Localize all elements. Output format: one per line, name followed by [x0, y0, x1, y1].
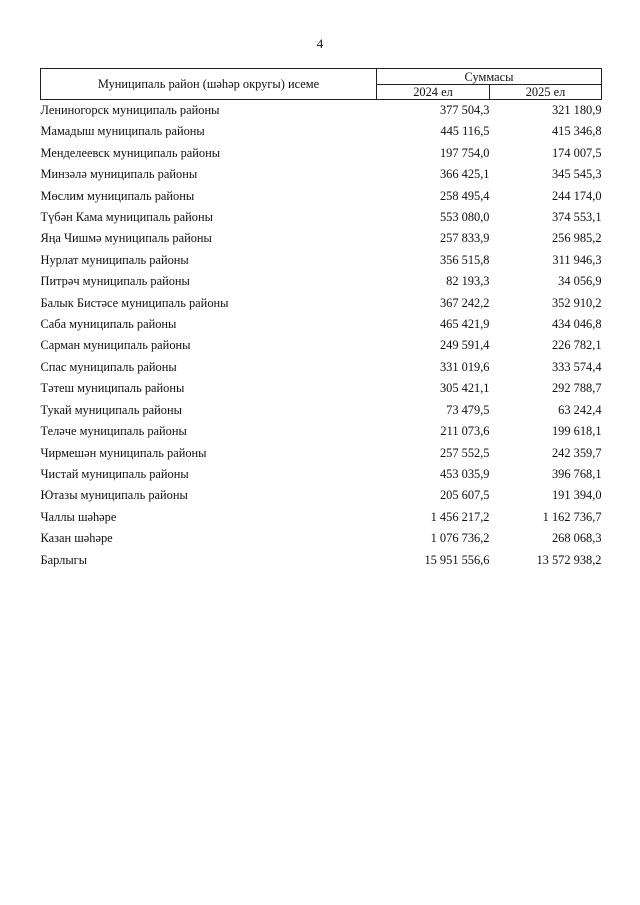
amount-2025: 34 056,9: [558, 274, 602, 289]
municipality-name: Чистай муниципаль районы: [40, 466, 189, 481]
amount-2025: 352 910,2: [551, 295, 602, 310]
amount-2025: 199 618,1: [551, 424, 602, 439]
amount-2025: 311 946,3: [552, 252, 602, 267]
amount-2024: 553 080,0: [439, 210, 490, 225]
amount-2025: 345 545,3: [551, 167, 602, 182]
amount-2024: 15 951 556,6: [424, 552, 490, 567]
amount-2024: 73 479,5: [446, 402, 490, 417]
municipality-name: Мөслим муниципаль районы: [40, 188, 195, 203]
amount-2024: 257 833,9: [439, 231, 490, 246]
municipality-name: Мамадыш муниципаль районы: [40, 124, 205, 139]
amount-2024: 1 456 217,2: [430, 509, 490, 524]
municipality-column-header: Муниципаль район (шәһәр округы) исеме: [41, 69, 377, 100]
amount-2024: 356 515,8: [439, 252, 490, 267]
table-row: [41, 485, 602, 506]
amount-2025: 63 242,4: [558, 402, 602, 417]
table-row: [41, 550, 602, 571]
amount-2025: 434 046,8: [551, 317, 602, 332]
amount-2025: 174 007,5: [551, 145, 602, 160]
municipality-name: Яңа Чишмә муниципаль районы: [40, 231, 212, 246]
municipality-name: Барлыгы: [40, 552, 88, 567]
table-row: [41, 143, 602, 164]
municipality-name: Чирмешән муниципаль районы: [40, 445, 207, 460]
municipality-name: Казан шәһәре: [40, 531, 113, 546]
table-row: [41, 357, 602, 378]
table-row: [41, 186, 602, 207]
amount-2024: 445 116,5: [440, 124, 490, 139]
table-row: [41, 271, 602, 292]
amount-2024: 258 495,4: [439, 188, 490, 203]
table-row: [41, 164, 602, 185]
amount-2024: 366 425,1: [439, 167, 490, 182]
municipality-name: Ютазы муниципаль районы: [40, 488, 188, 503]
page-number: 4: [316, 36, 324, 51]
amount-2024: 377 504,3: [439, 103, 490, 117]
table-row: [41, 528, 602, 549]
amount-2025: 226 782,1: [551, 338, 602, 353]
municipality-name: Нурлат муниципаль районы: [40, 252, 189, 267]
amount-2025: 396 768,1: [551, 466, 602, 481]
municipality-name: Менделеевск муниципаль районы: [40, 145, 221, 160]
amount-2025: 268 068,3: [551, 531, 602, 546]
municipality-name: Тукай муниципаль районы: [40, 402, 182, 417]
amount-2024: 331 019,6: [439, 359, 490, 374]
municipality-name: Сарман муниципаль районы: [40, 338, 191, 353]
amount-2025: 256 985,2: [551, 231, 602, 246]
amount-2025: 13 572 938,2: [536, 552, 602, 567]
table-row: [41, 250, 602, 271]
table-body: [41, 100, 602, 571]
table-row: [41, 421, 602, 442]
municipality-name: Түбән Кама муниципаль районы: [40, 210, 213, 225]
table-row: [41, 121, 602, 142]
table-row: [41, 228, 602, 249]
amount-2024: 257 552,5: [439, 445, 490, 460]
municipality-name: Спас муниципаль районы: [40, 359, 177, 374]
amount-2025: 244 174,0: [551, 188, 602, 203]
table-row: [41, 207, 602, 228]
table-row: [41, 293, 602, 314]
amount-2025: 321 180,9: [551, 103, 602, 117]
table-row: [41, 378, 602, 399]
municipality-name: Минзәлә муниципаль районы: [40, 167, 198, 182]
budget-table: [40, 68, 602, 571]
table-row: [41, 100, 602, 122]
municipality-name: Тәтеш муниципаль районы: [40, 381, 185, 396]
municipality-name: Лениногорск муниципаль районы: [40, 103, 220, 117]
table-header: [41, 69, 602, 100]
municipality-name: Саба муниципаль районы: [40, 317, 177, 332]
table-row: [41, 443, 602, 464]
year-2025-header: 2025 ел: [490, 85, 602, 100]
table-row: [41, 507, 602, 528]
amount-2025: 333 574,4: [551, 359, 602, 374]
amount-2025: 374 553,1: [551, 210, 602, 225]
amount-2025: 1 162 736,7: [542, 509, 602, 524]
amount-2024: 205 607,5: [439, 488, 490, 503]
municipality-name: Питрәч муниципаль районы: [40, 274, 190, 289]
table-row: [41, 335, 602, 356]
amount-2024: 305 421,1: [439, 381, 490, 396]
amount-2025: 191 394,0: [551, 488, 602, 503]
amount-2024: 1 076 736,2: [430, 531, 490, 546]
municipality-name: Чаллы шәһәре: [40, 509, 117, 524]
amount-2025: 415 346,8: [551, 124, 602, 139]
year-2024-header: 2024 ел: [377, 85, 490, 100]
amount-2024: 453 035,9: [439, 466, 490, 481]
municipality-name: Теләче муниципаль районы: [40, 424, 187, 439]
amount-2024: 249 591,4: [439, 338, 490, 353]
municipality-name: Балык Бистәсе муниципаль районы: [40, 295, 229, 310]
amount-2025: 292 788,7: [551, 381, 602, 396]
amount-2024: 197 754,0: [439, 145, 490, 160]
amount-2024: 465 421,9: [439, 317, 490, 332]
amount-2024: 82 193,3: [446, 274, 490, 289]
amount-2024: 211 073,6: [440, 424, 490, 439]
amount-2024: 367 242,2: [439, 295, 490, 310]
table-row: [41, 464, 602, 485]
amount-2025: 242 359,7: [551, 445, 602, 460]
table-row: [41, 314, 602, 335]
sum-group-header: Суммасы: [377, 69, 602, 85]
table-row: [41, 400, 602, 421]
